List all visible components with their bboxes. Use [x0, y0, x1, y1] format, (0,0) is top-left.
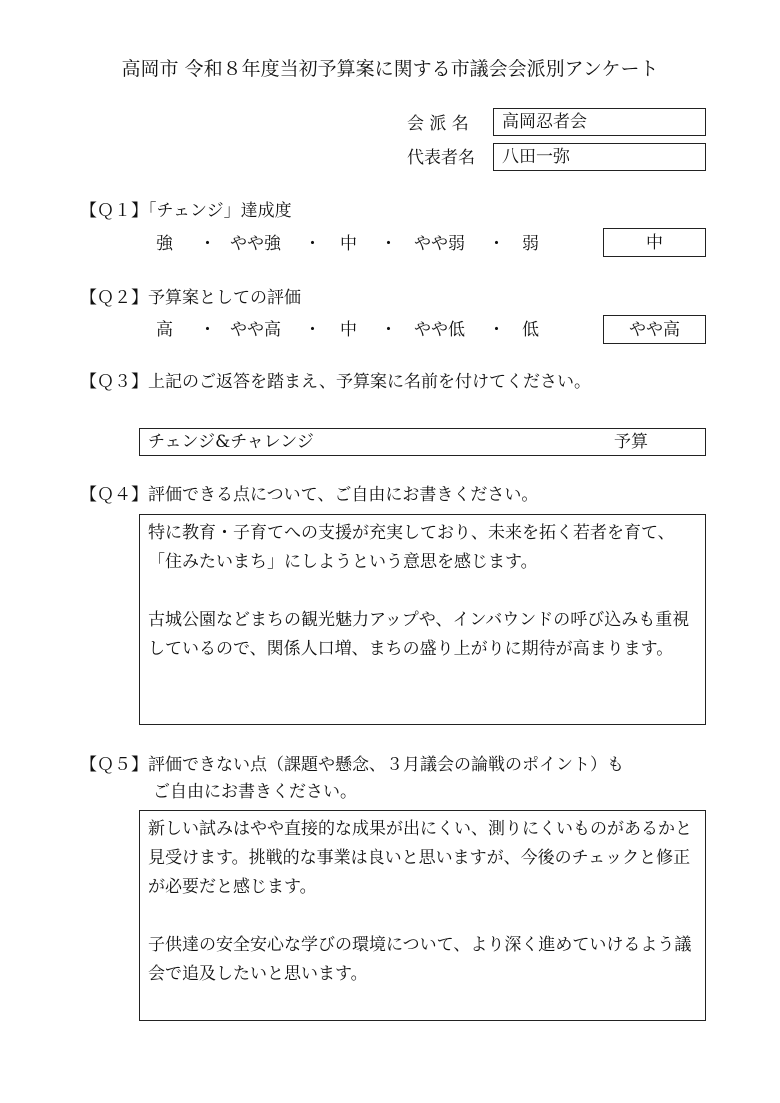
q2-separator: ・ — [304, 320, 321, 340]
representative-value: 八田一弥 — [502, 147, 570, 167]
q2-answer: やや高 — [629, 320, 680, 340]
q1-label: 【Ｑ１】「チェンジ」達成度 — [80, 201, 292, 221]
representative-label: 代表者名 — [407, 148, 475, 168]
q1-option: やや強 — [230, 234, 281, 254]
q1-separator: ・ — [199, 234, 216, 254]
q2-answer-box — [603, 315, 706, 344]
q3-answer-name: チェンジ&チャレンジ — [148, 432, 314, 452]
q1-answer: 中 — [646, 233, 663, 253]
q1-option: 弱 — [522, 234, 539, 254]
q2-label: 【Ｑ２】予算案としての評価 — [80, 288, 301, 308]
q1-separator: ・ — [304, 234, 321, 254]
q2-option: 中 — [340, 320, 357, 340]
q5-answer-text — [148, 815, 699, 989]
q1-separator: ・ — [380, 234, 397, 254]
q5-label-line2: ご自由にお書きください。 — [153, 782, 357, 802]
q3-answer-suffix: 予算 — [614, 432, 648, 452]
q1-option: やや弱 — [414, 234, 465, 254]
faction-field — [493, 108, 706, 136]
q5-paragraph: 子供達の安全安心な学びの環境について、より深く進めていけるよう議会で追及したいと思います。 — [148, 935, 692, 984]
q1-answer-box — [603, 228, 706, 257]
q5-label-line1: 【Ｑ５】評価できない点（課題や懸念、３月議会の論戦のポイント）も — [80, 755, 624, 775]
faction-label: 会 派 名 — [407, 114, 469, 134]
q2-separator: ・ — [488, 320, 505, 340]
page-title: 高岡市 令和８年度当初予算案に関する市議会会派別アンケート — [121, 58, 659, 80]
q3-label: 【Ｑ３】上記のご返答を踏まえ、予算案に名前を付けてください。 — [80, 372, 592, 392]
q4-paragraph: 古城公園などまちの観光魅力アップや、インバウンドの呼び込みも重視しているので、関係人口増、まちの盛り上がりに期待が高まります。 — [148, 610, 690, 659]
representative-field — [493, 143, 706, 171]
q1-option: 中 — [340, 234, 357, 254]
q5-paragraph: 新しい試みはやや直接的な成果が出にくい、測りにくいものがあるかと見受けます。挑戦的な事業は良いと思いますが、今後のチェックと修正が必要だと感じます。 — [148, 819, 692, 897]
q1-separator: ・ — [488, 234, 505, 254]
q2-option: 高 — [156, 320, 173, 340]
q2-option: やや高 — [230, 320, 281, 340]
q3-answer-box — [139, 428, 706, 456]
q4-answer-text — [148, 519, 699, 664]
q2-separator: ・ — [199, 320, 216, 340]
q4-answer-box — [139, 514, 706, 725]
q1-option: 強 — [156, 234, 173, 254]
q5-answer-box — [139, 810, 706, 1021]
q2-option: 低 — [522, 320, 539, 340]
q4-label: 【Ｑ４】評価できる点について、ご自由にお書きください。 — [80, 485, 539, 505]
faction-value: 高岡忍者会 — [502, 112, 587, 132]
q2-option: やや低 — [414, 320, 465, 340]
q2-separator: ・ — [380, 320, 397, 340]
q4-paragraph: 特に教育・子育てへの支援が充実しており、未来を拓く若者を育て、「住みたいまち」にしようという意思を感じます。 — [148, 523, 675, 572]
